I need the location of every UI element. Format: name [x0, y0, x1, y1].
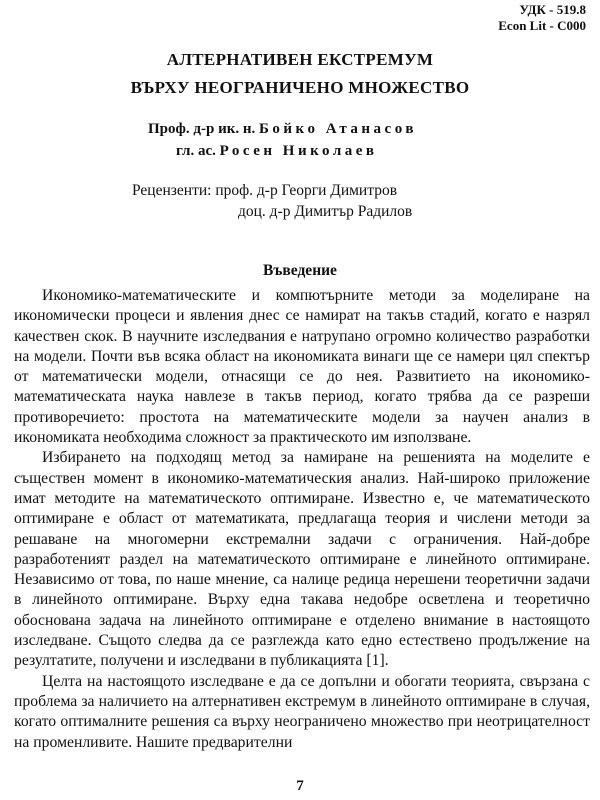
author-2: [148, 140, 488, 162]
reviewer-line-1: Рецензенти: проф. д-р Георги Димитров: [132, 182, 398, 199]
paragraph: Икономико-математическите и компютърните методи за моделиране на икономически процеси и явления днес се намират на такъв стадий, когато е назрял качествен скок. В научните изследвания е натрупано огромно количество разработки на модели. Почти във всяка област на икономиката винаги ще се намери цял спектър от математически модели, отнасящи се до нея. Развитието на икономико-математическата наука навлезе в такъв период, когато трябва да се разреши противоречието: простота на математическите модели за научен анализ в икономиката необходима сложност за практическото им използване.: [14, 287, 590, 447]
author-1: [148, 118, 488, 140]
title-line-1: АЛТЕРНАТИВЕН ЕКСТРЕМУМ: [166, 50, 434, 69]
body-text: [14, 286, 590, 753]
author-1-title: Проф. д-р ик. н.: [148, 121, 256, 137]
authors-block: [148, 118, 488, 162]
author-2-name: Росен Николаев: [219, 143, 378, 159]
paragraph: Целта на настоящото изследване е да се допълни и обогати теорията, свързана с проблема за наличието на алтернативен екстремум в линейното оптимиране в случая, когато оптималните решения са върху неограничено множество при неотрицателност на променливите. Нашите предварителни: [14, 672, 590, 751]
author-1-name: Бойко Атанасов: [259, 121, 417, 137]
article-title: [0, 46, 600, 102]
econlit-code: Econ Lit - C000: [498, 18, 586, 33]
page-number: 7: [296, 778, 304, 794]
title-line-2: ВЪРХУ НЕОГРАНИЧЕНО МНОЖЕСТВО: [130, 78, 470, 97]
udk-code: УДК - 519.8: [519, 2, 586, 17]
reviewers-block: [132, 180, 572, 222]
paragraph: Избирането на подходящ метод за намиране на решенията на моделите е съществен момент в икономико-математическия анализ. Най-широко приложение имат методите на математическото оптимиране. Известно е, че математическото оптимиране е област от математиката, предлагаща теория и числени методи за решаване на многомерни екстремални задачи с ограничения. Най-добре разработеният раздел на математическото оптимиране е линейното оптимиране. Независимо от това, по наше мнение, са налице редица нерешени теоретични задачи в линейното оптимиране. Върху една такава недобре осветлена и теоретично обоснована задача на линейното оптимиране е отделено внимание в настоящото изследване. Същото следва да се разглежда като едно естествено продължение на резултатите, получени и изследвани в публикацията [1].: [14, 449, 590, 670]
author-2-title: гл. ас.: [176, 143, 216, 159]
classification-codes: [498, 2, 586, 34]
reviewer-line-2: доц. д-р Димитър Радилов: [238, 203, 413, 220]
section-heading: Въведение: [263, 262, 337, 279]
